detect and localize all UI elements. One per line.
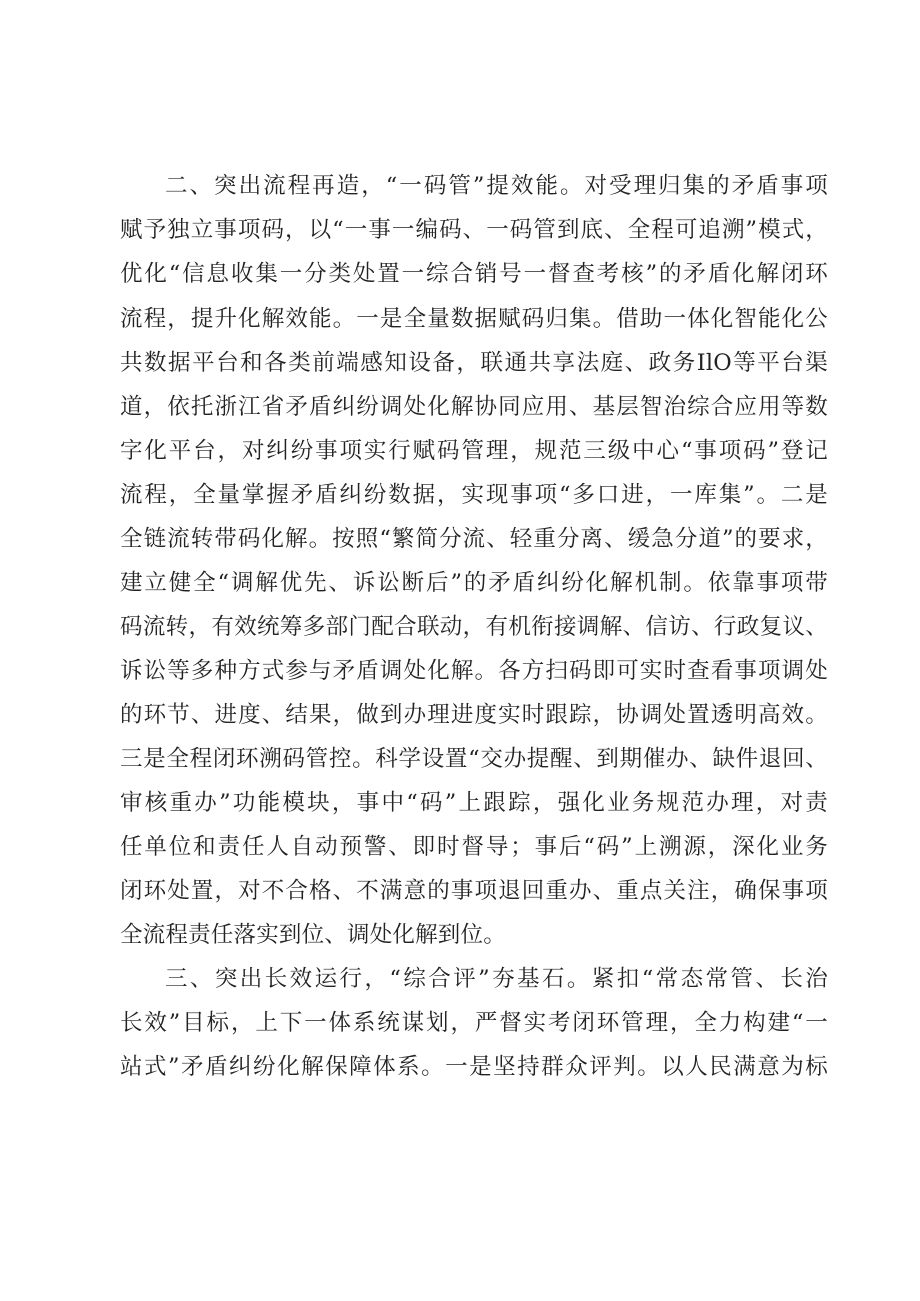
paragraph-1-line-9: 全链流转带码化解。按照“繁简分流、轻重分离、缓急分道”的要求， bbox=[120, 526, 828, 552]
paragraph-1-line-14: 三是全程闭环溯码管控。科学设置“交办提醒、到期催办、缺件退回、 bbox=[120, 746, 828, 772]
paragraph-1-line-1: 二、突出流程再造，“一码管”提效能。对受理归集的矛盾事项 bbox=[165, 173, 828, 199]
paragraph-1-line-18: 全流程责任落实到位、调处化解到位。 bbox=[120, 922, 506, 948]
paragraph-1-line-2: 赋予独立事项码，以“一事一编码、一码管到底、全程可追溯”模式， bbox=[120, 217, 828, 243]
paragraph-2-line-1: 三、突出长效运行，“综合评”夯基石。紧扣“常态常管、长治 bbox=[165, 966, 828, 992]
paragraph-1-line-15: 审核重办”功能模块，事中“码”上跟踪，强化业务规范办理，对责 bbox=[120, 790, 828, 816]
paragraph-1-line-8: 流程，全量掌握矛盾纠纷数据，实现事项“多口进，一库集”。二是 bbox=[120, 482, 828, 508]
paragraph-1-line-11: 码流转，有效统筹多部门配合联动，有机衔接调解、信访、行政复议、 bbox=[120, 614, 828, 640]
paragraph-2-line-2: 长效”目标，上下一体系统谋划，严督实考闭环管理，全力构建“一 bbox=[120, 1010, 828, 1036]
paragraph-1-line-3: 优化“信息收集一分类处置一综合销号一督查考核”的矛盾化解闭环 bbox=[120, 261, 828, 287]
paragraph-1-line-5: 共数据平台和各类前端感知设备，联通共享法庭、政务IlO等平台渠 bbox=[120, 350, 828, 376]
paragraph-1-line-4: 流程，提升化解效能。一是全量数据赋码归集。借助一体化智能化公 bbox=[120, 306, 828, 332]
paragraph-1-line-13: 的环节、进度、结果，做到办理进度实时跟踪，协调处置透明高效。 bbox=[120, 702, 828, 728]
paragraph-1-line-17: 闭环处置，对不合格、不满意的事项退回重办、重点关注，确保事项 bbox=[120, 878, 828, 904]
paragraph-1-line-7: 字化平台，对纠纷事项实行赋码管理，规范三级中心“事项码”登记 bbox=[120, 438, 828, 464]
paragraph-2-line-3: 站式”矛盾纠纷化解保障体系。一是坚持群众评判。以人民满意为标 bbox=[120, 1054, 828, 1080]
paragraph-1-line-6: 道，依托浙江省矛盾纠纷调处化解协同应用、基层智治综合应用等数 bbox=[120, 394, 828, 420]
paragraph-1-line-10: 建立健全“调解优先、诉讼断后”的矛盾纠纷化解机制。依靠事项带 bbox=[120, 570, 828, 596]
paragraph-1-line-16: 任单位和责任人自动预警、即时督导；事后“码”上溯源，深化业务 bbox=[120, 834, 828, 860]
paragraph-1-line-12: 诉讼等多种方式参与矛盾调处化解。各方扫码即可实时查看事项调处 bbox=[120, 658, 828, 684]
